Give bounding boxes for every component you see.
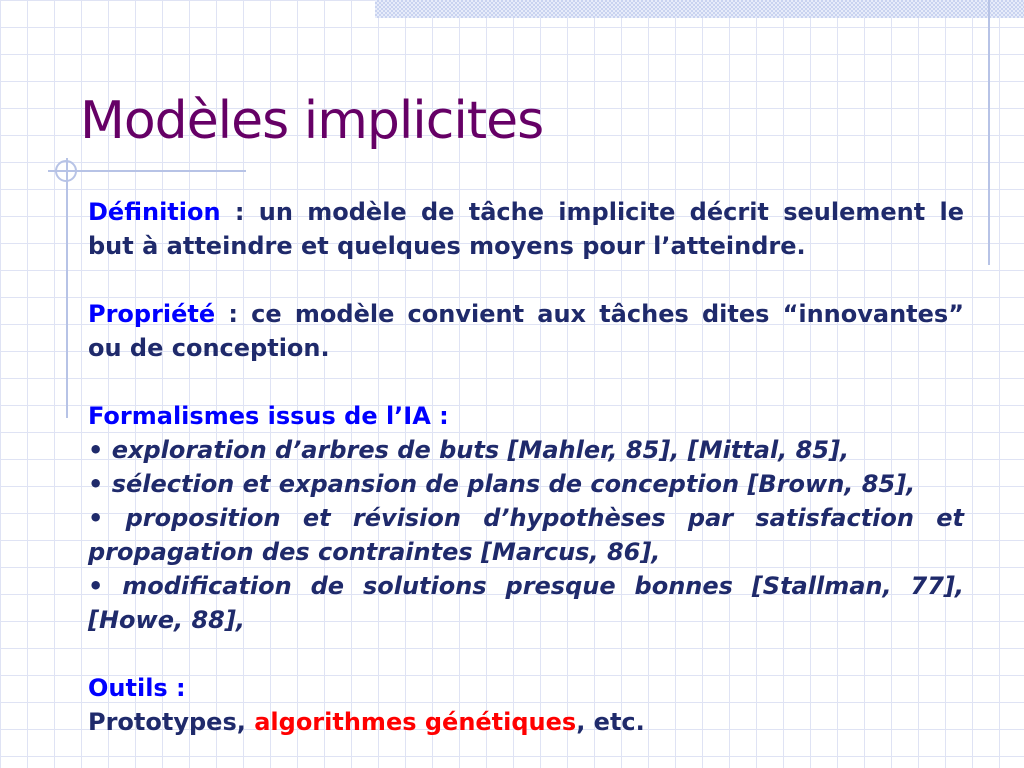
definition-paragraph xyxy=(88,195,964,263)
list-item: • modification de solutions presque bonnes [Stallman, 77], [Howe, 88], xyxy=(88,572,964,634)
outils-text xyxy=(88,705,964,739)
formalismes-label: Formalismes issus de l’IA xyxy=(88,402,431,430)
outils-label: Outils : xyxy=(88,674,186,702)
outils-suffix: , etc. xyxy=(576,708,645,736)
left-decorative-line xyxy=(66,158,68,418)
page-title: Modèles implicites xyxy=(80,91,544,151)
list-item: • proposition et révision d’hypothèses par satisfaction et propagation des contraintes [Marcus, 86], xyxy=(88,504,964,566)
propriete-paragraph xyxy=(88,297,964,365)
formalismes-colon: : xyxy=(430,402,449,430)
slide-content xyxy=(88,195,964,739)
formalismes-heading xyxy=(88,399,964,433)
top-decorative-band xyxy=(375,0,1024,18)
list-item: • exploration d’arbres de buts [Mahler, 85], [Mittal, 85], xyxy=(88,436,850,464)
outils-highlight: algorithmes génétiques xyxy=(254,708,577,736)
propriete-label: Propriété xyxy=(88,300,216,328)
definition-text: : un modèle de tâche implicite décrit seulement le but à atteindre et quelques moyens pour l’atteindre. xyxy=(88,198,964,260)
outils-prefix: Prototypes, xyxy=(88,708,255,736)
decorative-circle-icon xyxy=(55,160,77,182)
list-item: • sélection et expansion de plans de conception [Brown, 85], xyxy=(88,470,916,498)
propriete-text: : ce modèle convient aux tâches dites “innovantes” ou de conception. xyxy=(88,300,964,362)
definition-label: Définition xyxy=(88,198,221,226)
right-decorative-line xyxy=(988,0,990,265)
title-underline xyxy=(48,170,246,172)
